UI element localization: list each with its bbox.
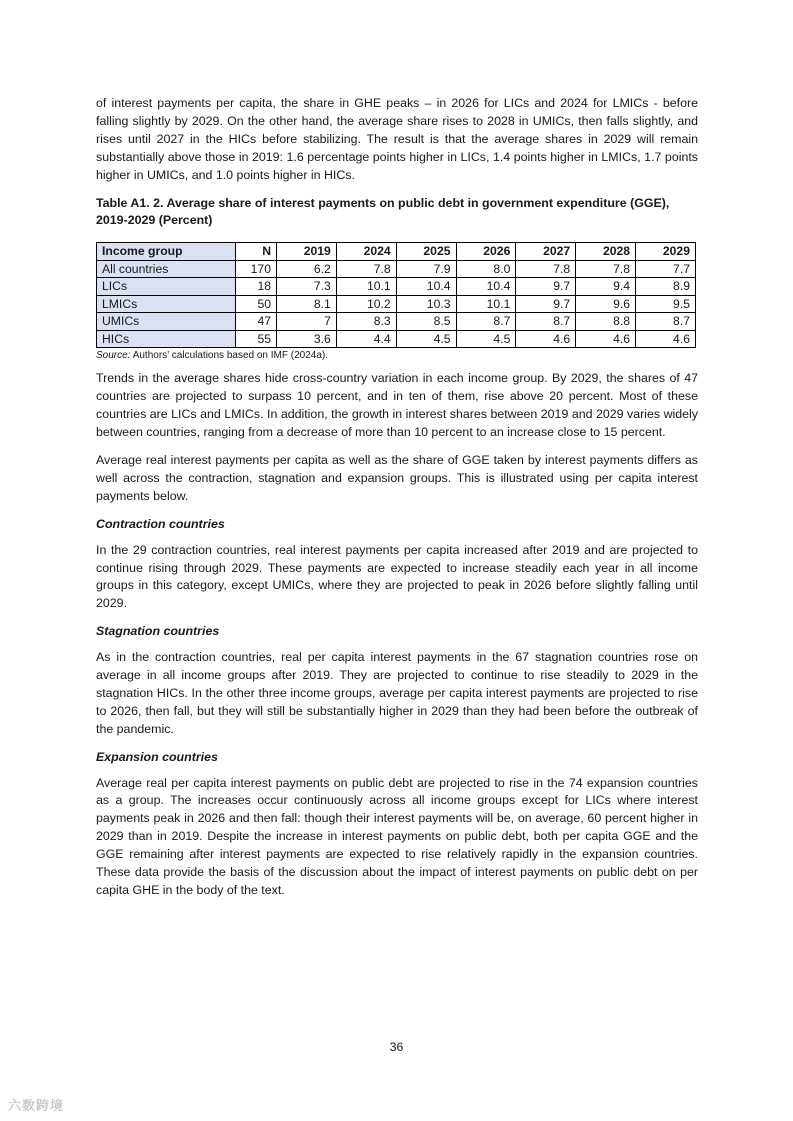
paragraph-contraction: In the 29 contraction countries, real interest payments per capita increased after 2019 and are projected to continue rising through 2029. These payments are expected to increase steadily each year in all income groups in this category, except UMICs, where they are projected to peak in 2026 before slightly falling until 2029. <box>96 542 698 611</box>
cell-value: 8.8 <box>576 313 636 331</box>
cell-value: 10.4 <box>396 278 456 296</box>
table-row <box>97 330 696 348</box>
cell-value: 8.5 <box>396 313 456 331</box>
interest-share-table <box>96 242 696 348</box>
source-label: Source: <box>96 350 131 362</box>
cell-value: 7 <box>277 313 337 331</box>
cell-value: 7.9 <box>396 260 456 278</box>
watermark-logo: 六数跨境 <box>8 1098 65 1113</box>
cell-value: 4.6 <box>516 330 576 348</box>
cell-group: UMICs <box>97 313 236 331</box>
cell-value: 47 <box>236 313 277 331</box>
cell-value: 7.8 <box>576 260 636 278</box>
cell-value: 10.4 <box>456 278 516 296</box>
cell-value: 9.7 <box>516 278 576 296</box>
heading-expansion: Expansion countries <box>96 749 218 764</box>
page-number: 36 <box>389 1040 404 1054</box>
header-2024: 2024 <box>336 243 396 261</box>
cell-group: LICs <box>97 278 236 296</box>
header-2028: 2028 <box>576 243 636 261</box>
paragraph-expansion: Average real per capita interest payments on public debt are projected to rise in the 74 expansion countries as a group. The increases occur continuously across all income groups except for LICs where interest payments peak in 2026 and then fall: though their interest payments will be, on average, 60 percent higher in 2029 than in 2019. Despite the increase in interest payments on public debt, both per capita GGE and the GGE remaining after interest payments are expected to rise relatively rapidly in the expansion countries. These data provide the basis of the discussion about the impact of interest payments on public debt on per capita GHE in the body of the text. <box>96 775 698 897</box>
table-row <box>97 295 696 313</box>
cell-value: 50 <box>236 295 277 313</box>
cell-value: 7.8 <box>516 260 576 278</box>
table-header-row <box>97 243 696 261</box>
paragraph-cross-country-variation: Trends in the average shares hide cross-country variation in each income group. By 2029, the shares of 47 countries are projected to surpass 10 percent, and in ten of them, rise above 20 percent. Most of these countries are LICs and LMICs. In addition, the growth in interest shares between 2019 and 2029 varies widely between countries, ranging from a decrease of more than 10 percent to an increase close to 15 percent. <box>96 371 698 440</box>
cell-value: 10.1 <box>456 295 516 313</box>
cell-value: 9.6 <box>576 295 636 313</box>
cell-value: 8.7 <box>516 313 576 331</box>
cell-value: 9.5 <box>636 295 696 313</box>
cell-value: 4.5 <box>456 330 516 348</box>
header-income-group: Income group <box>97 243 236 261</box>
cell-value: 3.6 <box>277 330 337 348</box>
header-2019: 2019 <box>277 243 337 261</box>
header-2029: 2029 <box>636 243 696 261</box>
cell-value: 8.9 <box>636 278 696 296</box>
cell-value: 8.0 <box>456 260 516 278</box>
cell-value: 9.7 <box>516 295 576 313</box>
table-source <box>96 349 698 362</box>
cell-value: 4.5 <box>396 330 456 348</box>
source-text: Authors’ calculations based on IMF (2024a). <box>130 350 328 362</box>
cell-group: HICs <box>97 330 236 348</box>
cell-value: 7.8 <box>336 260 396 278</box>
heading-contraction: Contraction countries <box>96 516 225 531</box>
header-2025: 2025 <box>396 243 456 261</box>
table-row <box>97 313 696 331</box>
cell-value: 6.2 <box>277 260 337 278</box>
cell-value: 8.7 <box>636 313 696 331</box>
cell-group: LMICs <box>97 295 236 313</box>
header-n: N <box>236 243 277 261</box>
cell-value: 4.4 <box>336 330 396 348</box>
cell-value: 9.4 <box>576 278 636 296</box>
cell-value: 7.7 <box>636 260 696 278</box>
table-row <box>97 260 696 278</box>
cell-value: 4.6 <box>636 330 696 348</box>
cell-value: 7.3 <box>277 278 337 296</box>
cell-group: All countries <box>97 260 236 278</box>
cell-value: 8.1 <box>277 295 337 313</box>
document-page <box>96 95 698 900</box>
paragraph-interest-share-trends: of interest payments per capita, the share in GHE peaks – in 2026 for LICs and 2024 for LMICs - before falling slightly by 2029. On the other hand, the average share rises to 2028 in UMICs, then falls slightly, and rises until 2027 in the HICs before stabilizing. The result is that the average shares in 2029 will remain substantially above those in 2019: 1.6 percentage points higher in LICs, 1.4 points higher in LMICs, 1.7 points higher in UMICs, and 1.0 points higher in HICs. <box>96 96 698 182</box>
heading-stagnation: Stagnation countries <box>96 624 220 639</box>
paragraph-stagnation: As in the contraction countries, real per capita interest payments in the 67 stagnation countries rose on average in all income groups after 2019. They are projected to continue to rise steadily to 2029 in the stagnation HICs. In the other three income groups, average per capita interest payments are projected to rise to 2026, then fall, but they will still be substantially higher in 2029 than they had been before the outbreak of the pandemic. <box>96 650 698 736</box>
header-2026: 2026 <box>456 243 516 261</box>
cell-value: 8.7 <box>456 313 516 331</box>
table-row <box>97 278 696 296</box>
cell-value: 18 <box>236 278 277 296</box>
cell-value: 10.1 <box>336 278 396 296</box>
cell-value: 10.3 <box>396 295 456 313</box>
paragraph-groups-intro: Average real interest payments per capita as well as the share of GGE taken by interest payments differs as well across the contraction, stagnation and expansion groups. This is illustrated using per capita interest payments below. <box>96 452 698 503</box>
cell-value: 55 <box>236 330 277 348</box>
table-caption: Table A1. 2. Average share of interest payments on public debt in government expenditure (GGE), 2019-2029 (Percent) <box>96 195 670 228</box>
cell-value: 170 <box>236 260 277 278</box>
cell-value: 8.3 <box>336 313 396 331</box>
cell-value: 4.6 <box>576 330 636 348</box>
header-2027: 2027 <box>516 243 576 261</box>
cell-value: 10.2 <box>336 295 396 313</box>
